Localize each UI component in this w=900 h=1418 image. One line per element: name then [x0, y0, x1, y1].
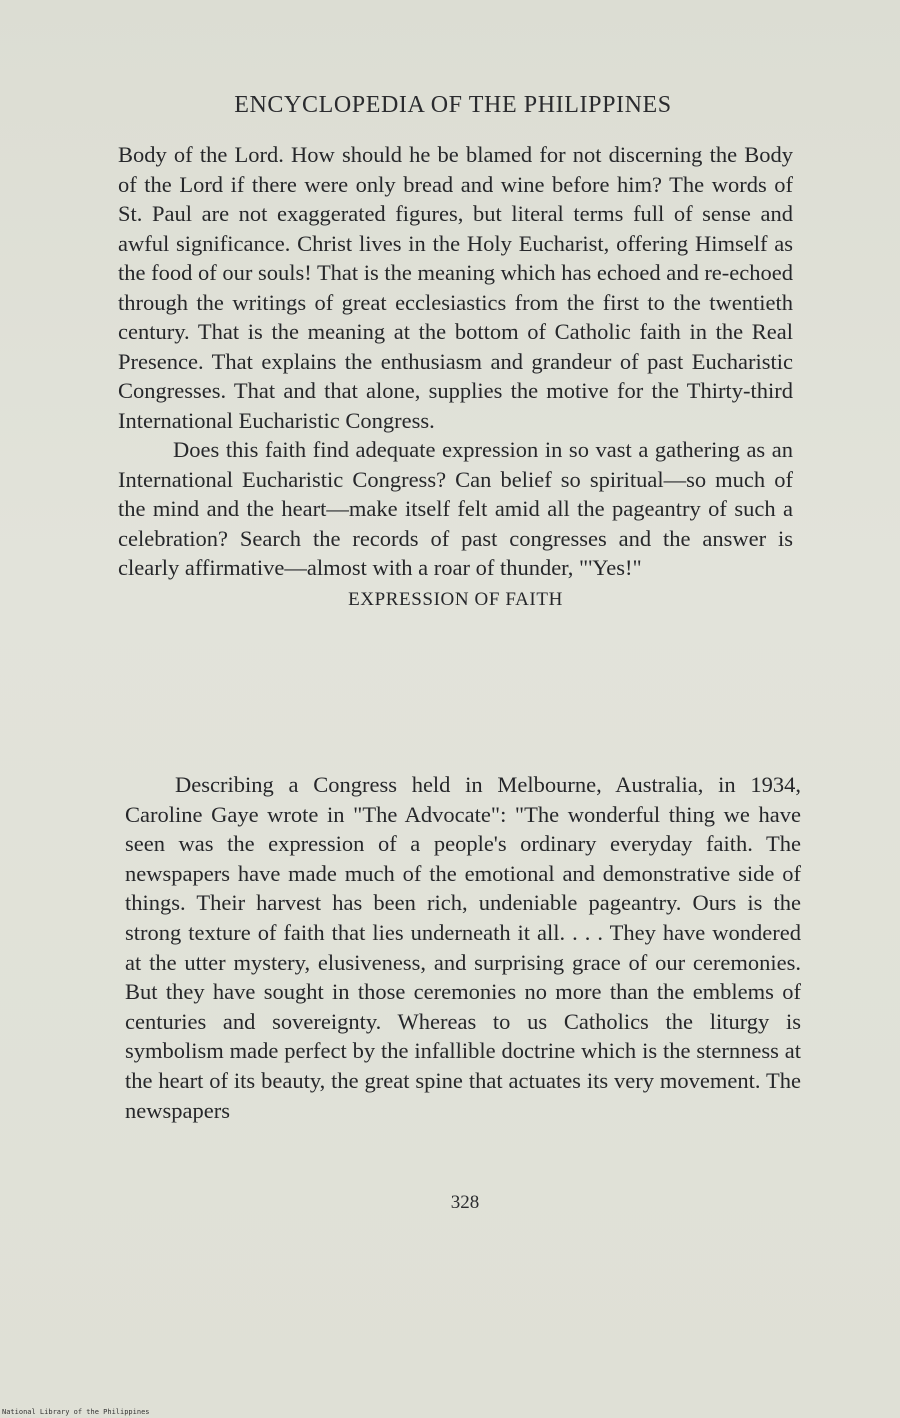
- running-head: ENCYCLOPEDIA OF THE PHILIPPINES: [234, 92, 672, 118]
- page-number: 328: [450, 1192, 480, 1213]
- section-heading: EXPRESSION OF FAITH: [348, 588, 563, 610]
- paragraph: Describing a Congress held in Melbourne, Australia, in 1934, Caroline Gaye wrote in "The Advocate": "The wonderful thing we have seen was the expression of a people's ordinary everyday faith. The newspapers have made much of the emotional and demonstrative side of things. Their harvest has been rich, undeniable pageantry. Ours is the strong texture of faith that lies underneath it all. . . . They have wondered at the utter mystery, elusiveness, and surprising grace of our ceremonies. But they have sought in those ceremonies no more than the emblems of centuries and sovereignty. Whereas to us Catholics the liturgy is symbolism made perfect by the infallible doctrine which is the sternness at the heart of its beauty, the great spine that actuates its very movement. The newspapers: [125, 772, 801, 1123]
- library-credit: National Library of the Philippines: [2, 1408, 150, 1416]
- text-block-lower: [125, 770, 801, 1125]
- text-block-upper: [118, 140, 793, 619]
- paragraph: Does this faith find adequate expression in so vast a gathering as an International Eucharistic Congress? Can belief so spiritual—so much of the mind and the heart—make itself felt amid all the pageantry of such a celebration? Search the records of past congresses and the answer is clearly affirmative—almost with a roar of thunder, "'Yes!": [118, 437, 793, 580]
- paragraph-continued: Body of the Lord. How should he be blamed for not discerning the Body of the Lord if there were only bread and wine before him? The words of St. Paul are not exaggerated figures, but literal terms full of sense and awful significance. Christ lives in the Holy Eucharist, offering Himself as the food of our souls! That is the meaning which has echoed and re-echoed through the writings of great ecclesiastics from the first to the twentieth century. That is the meaning at the bottom of Catholic faith in the Real Presence. That explains the enthusiasm and grandeur of past Eucharistic Congresses. That and that alone, supplies the motive for the Thirty-third International Eucharistic Congress.: [118, 142, 793, 433]
